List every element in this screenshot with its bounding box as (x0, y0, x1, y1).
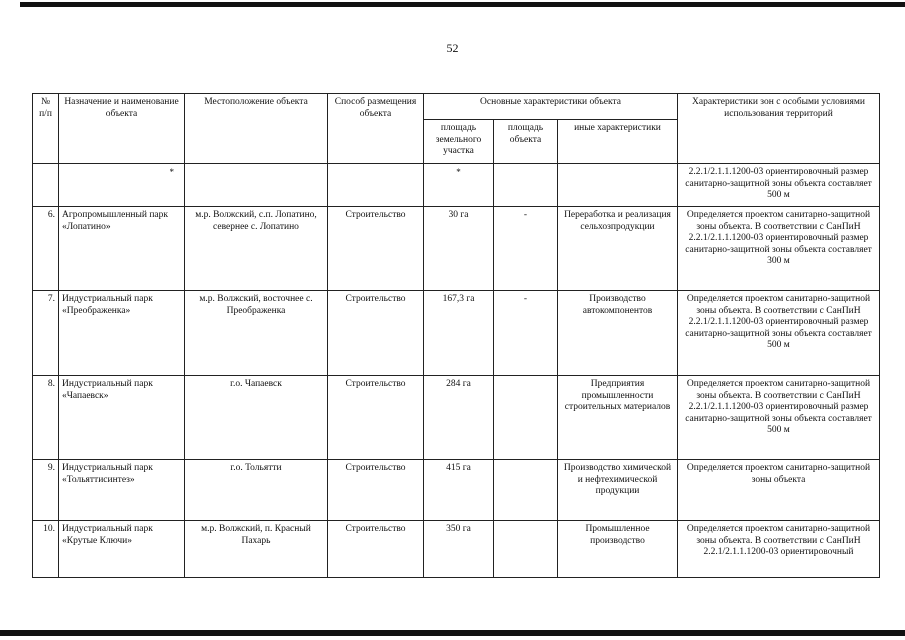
page-number: 52 (446, 41, 459, 55)
cell-area-object: - (494, 291, 558, 376)
cell-area-land: 167,3 га (424, 291, 494, 376)
cell-other: Предприятия промышленности строительных материалов (558, 376, 678, 460)
cell-area-mark: * (424, 164, 494, 207)
cell-location: г.о. Чапаевск (185, 376, 328, 460)
cell-area-land: 30 га (424, 207, 494, 291)
cell-location: м.р. Волжский, восточнее с. Преображенка (185, 291, 328, 376)
cell-num (33, 164, 59, 207)
cell-name: Индустриальный парк «Тольяттисинтез» (59, 460, 185, 521)
header-area-object: площадь объекта (494, 120, 558, 164)
cell-zones: Определяется проектом санитарно-защитной зоны объекта. В соответствии с СанПиН 2.2.1/2.1.1.1200-03 ориентировочный размер санитарно-защитной зоны объекта составляет 300 м (678, 207, 880, 291)
cell-other: Производство автокомпонентов (558, 291, 678, 376)
cell-method: Строительство (328, 521, 424, 578)
table-row (33, 291, 880, 376)
table-row (33, 207, 880, 291)
table-row (33, 521, 880, 578)
header-method: Способ размещения объекта (328, 94, 424, 164)
cell-other: Переработка и реализация сельхозпродукции (558, 207, 678, 291)
header-zones: Характеристики зон с особыми условиями использования территорий (678, 94, 880, 164)
header-area-land: площадь земельного участка (424, 120, 494, 164)
header-other: иные характеристики (558, 120, 678, 164)
cell-area-land: 350 га (424, 521, 494, 578)
bottom-border-bar (0, 630, 905, 636)
cell-other (558, 164, 678, 207)
objects-table (32, 93, 880, 578)
cell-zones: Определяется проектом санитарно-защитной зоны объекта. В соответствии с СанПиН 2.2.1/2.1.1.1200-03 ориентировочный (678, 521, 880, 578)
cell-location: м.р. Волжский, п. Красный Пахарь (185, 521, 328, 578)
cell-area-object: - (494, 207, 558, 291)
cell-other: Производство химической и нефтехимической продукции (558, 460, 678, 521)
cell-location: г.о. Тольятти (185, 460, 328, 521)
cell-location: м.р. Волжский, с.п. Лопатино, севернее с. Лопатино (185, 207, 328, 291)
cell-area-object (494, 521, 558, 578)
table-row (33, 376, 880, 460)
cell-method: Строительство (328, 460, 424, 521)
header-main-characteristics: Основные характеристики объекта (424, 94, 678, 120)
cell-method: Строительство (328, 207, 424, 291)
cell-num: 6. (33, 207, 59, 291)
header-name: Назначение и наименование объекта (59, 94, 185, 164)
cell-name: Индустриальный парк «Чапаевск» (59, 376, 185, 460)
cell-location (185, 164, 328, 207)
table-header (33, 94, 880, 164)
cell-name: Индустриальный парк «Крутые Ключи» (59, 521, 185, 578)
cell-zones: Определяется проектом санитарно-защитной зоны объекта. В соответствии с СанПиН 2.2.1/2.1.1.1200-03 ориентировочный размер санитарно-защитной зоны объекта составляет 500 м (678, 376, 880, 460)
cell-method (328, 164, 424, 207)
top-border-bar (20, 2, 905, 7)
continuation-row (33, 164, 880, 207)
cell-area-object (494, 164, 558, 207)
cell-name-mark: * (59, 164, 185, 207)
header-location: Местоположение объекта (185, 94, 328, 164)
cell-name: Индустриальный парк «Преображенка» (59, 291, 185, 376)
cell-area-land: 284 га (424, 376, 494, 460)
cell-other: Промышленное производство (558, 521, 678, 578)
cell-area-object (494, 376, 558, 460)
cell-method: Строительство (328, 291, 424, 376)
cell-num: 10. (33, 521, 59, 578)
cell-num: 9. (33, 460, 59, 521)
cell-num: 8. (33, 376, 59, 460)
cell-num: 7. (33, 291, 59, 376)
header-num: № п/п (33, 94, 59, 164)
cell-zones: 2.2.1/2.1.1.1200-03 ориентировочный размер санитарно-защитной зоны объекта составляет 500 м (678, 164, 880, 207)
cell-method: Строительство (328, 376, 424, 460)
cell-area-object (494, 460, 558, 521)
cell-zones: Определяется проектом санитарно-защитной зоны объекта (678, 460, 880, 521)
cell-name: Агропромышленный парк «Лопатино» (59, 207, 185, 291)
cell-area-land: 415 га (424, 460, 494, 521)
cell-zones: Определяется проектом санитарно-защитной зоны объекта. В соответствии с СанПиН 2.2.1/2.1.1.1200-03 ориентировочный размер санитарно-защитной зоны объекта составляет 500 м (678, 291, 880, 376)
table-row (33, 460, 880, 521)
